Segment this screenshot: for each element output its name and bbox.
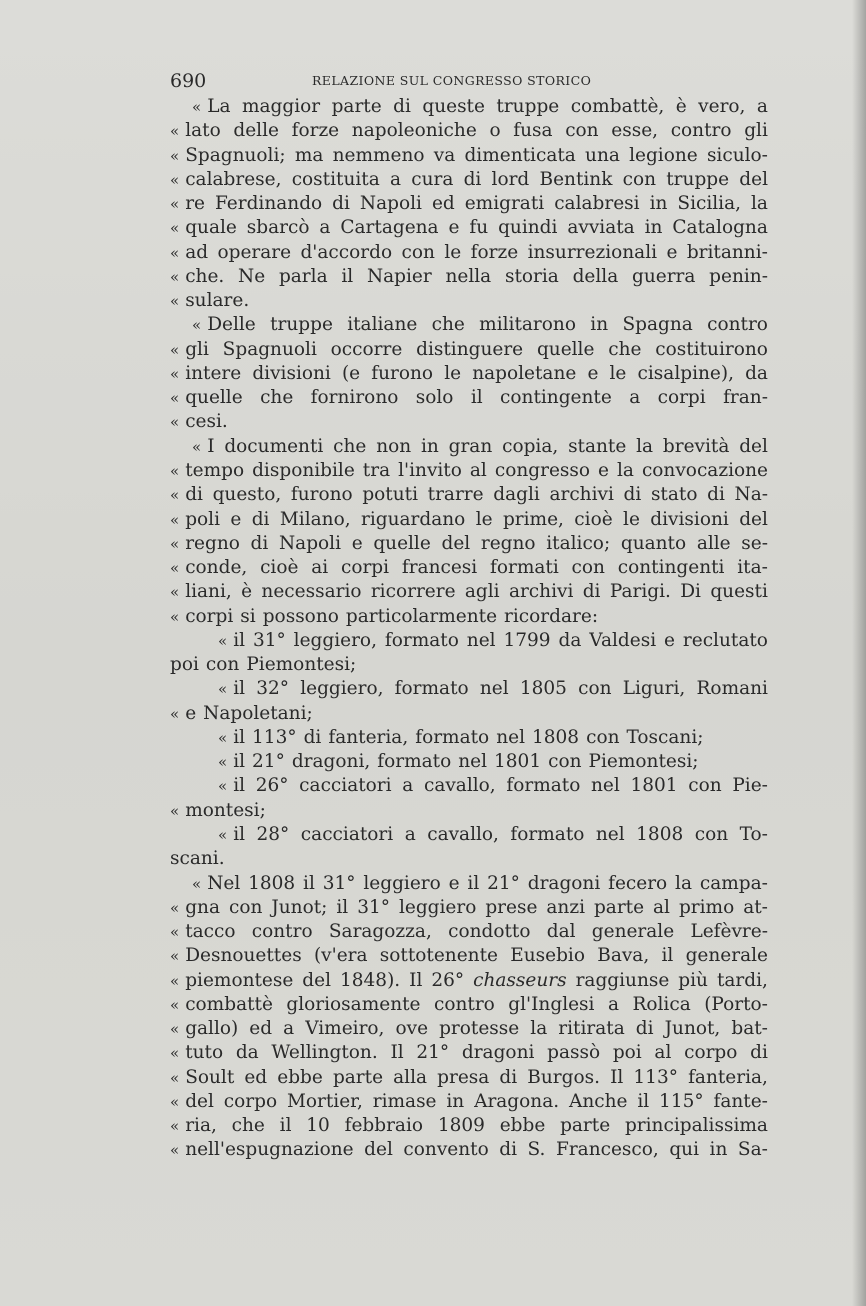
line-text: cesi. xyxy=(185,411,228,433)
line-text: poi con Piemontesi; xyxy=(170,654,357,676)
text-line xyxy=(170,751,768,775)
text-line xyxy=(170,1115,768,1139)
page-spine-shadow xyxy=(852,0,866,1306)
line-text: piemontese del 1848). Il 26° chasseurs raggiunse più tardi, xyxy=(185,969,768,991)
quote-mark: « xyxy=(170,971,180,990)
line-text: il 21° dragoni, formato nel 1801 con Piemontesi; xyxy=(233,751,699,773)
text-line xyxy=(170,557,768,581)
line-text: il 31° leggiero, formato nel 1799 da Valdesi e reclutato xyxy=(233,629,768,651)
line-text: ad operare d'accordo con le forze insurrezionali e britanni- xyxy=(185,241,768,263)
line-text: intere divisioni (e furono le napoletane e le cisalpine), da xyxy=(185,362,768,384)
line-text: scani. xyxy=(170,848,225,870)
line-text: montesi; xyxy=(185,799,266,821)
line-text: sulare. xyxy=(185,290,250,312)
text-line xyxy=(170,678,768,702)
quote-mark: « xyxy=(170,364,180,383)
quote-mark: « xyxy=(170,1092,180,1111)
quote-mark: « xyxy=(218,631,228,650)
page-number: 690 xyxy=(170,70,207,92)
line-text: re Ferdinando di Napoli ed emigrati calabresi in Sicilia, la xyxy=(185,193,768,215)
quote-mark: « xyxy=(192,316,202,335)
line-text: il 26° cacciatori a cavallo, formato nel 1801 con Pie- xyxy=(233,775,768,797)
text-line xyxy=(170,873,768,897)
text-line xyxy=(170,1139,768,1163)
quote-mark: « xyxy=(170,801,180,820)
page-header xyxy=(170,70,770,94)
line-text: Spagnuoli; ma nemmeno va dimenticata una legione siculo- xyxy=(185,144,768,166)
quote-mark: « xyxy=(170,898,180,917)
text-line xyxy=(170,509,768,533)
text-line xyxy=(170,824,768,848)
text-line xyxy=(170,460,768,484)
line-text: ria, che il 10 febbraio 1809 ebbe parte principalissima xyxy=(185,1115,768,1137)
line-text: La maggior parte di queste truppe combattè, è vero, a xyxy=(207,96,768,117)
line-text: e Napoletani; xyxy=(185,702,313,724)
text-line xyxy=(170,266,768,290)
text-line xyxy=(170,96,768,120)
quote-mark: « xyxy=(170,170,180,189)
line-text: combattè gloriosamente contro gl'Inglesi a Rolica (Porto- xyxy=(185,993,768,1015)
quote-mark: « xyxy=(218,777,228,796)
text-line xyxy=(170,484,768,508)
line-text: nell'espugnazione del convento di S. Francesco, qui in Sa- xyxy=(185,1139,768,1161)
line-text: Desnouettes (v'era sottotenente Eusebio Bava, il generale xyxy=(185,945,768,967)
text-line xyxy=(170,290,768,314)
quote-mark: « xyxy=(170,1068,180,1087)
quote-mark: « xyxy=(170,292,180,311)
line-text: gna con Junot; il 31° leggiero prese anzi parte al primo at- xyxy=(185,896,768,918)
quote-mark: « xyxy=(170,267,180,286)
text-line xyxy=(170,339,768,363)
running-title: RELAZIONE SUL CONGRESSO STORICO xyxy=(312,73,592,88)
quote-mark: « xyxy=(218,680,228,699)
quote-mark: « xyxy=(170,607,180,626)
text-line xyxy=(170,387,768,411)
text-line xyxy=(170,314,768,338)
quote-mark: « xyxy=(170,1020,180,1039)
text-line xyxy=(170,921,768,945)
line-text: Delle truppe italiane che militarono in Spagna contro xyxy=(207,314,768,336)
line-text: tuto da Wellington. Il 21° dragoni passò poi al corpo di xyxy=(185,1042,768,1064)
text-line xyxy=(170,945,768,969)
text-line xyxy=(170,970,768,994)
quote-mark: « xyxy=(170,1117,180,1136)
text-line xyxy=(170,1067,768,1091)
text-line xyxy=(170,654,768,678)
quote-mark: « xyxy=(192,98,202,116)
text-line xyxy=(170,1042,768,1066)
text-line xyxy=(170,363,768,387)
line-text: Soult ed ebbe parte alla presa di Burgos. Il 113° fanteria, xyxy=(185,1066,768,1088)
quote-mark: « xyxy=(170,122,180,141)
quote-mark: « xyxy=(170,534,180,553)
quote-mark: « xyxy=(170,704,180,723)
line-text: poli e di Milano, riguardano le prime, cioè le divisioni del xyxy=(185,508,768,530)
text-line xyxy=(170,994,768,1018)
line-text: regno di Napoli e quelle del regno italico; quanto alle se- xyxy=(185,532,768,554)
line-text: I documenti che non in gran copia, stante la brevità del xyxy=(207,435,768,457)
text-line xyxy=(170,169,768,193)
quote-mark: « xyxy=(170,923,180,942)
quote-mark: « xyxy=(218,753,228,772)
quote-mark: « xyxy=(170,340,180,359)
quote-mark: « xyxy=(170,510,180,529)
text-line xyxy=(170,897,768,921)
text-line xyxy=(170,630,768,654)
text-line xyxy=(170,1091,768,1115)
text-line xyxy=(170,606,768,630)
quote-mark: « xyxy=(170,243,180,262)
text-line xyxy=(170,533,768,557)
text-line xyxy=(170,727,768,751)
line-text: gallo) ed a Vimeiro, ove protesse la ritirata di Junot, bat- xyxy=(185,1018,768,1040)
line-text: lato delle forze napoleoniche o fusa con esse, contro gli xyxy=(185,120,768,142)
text-line xyxy=(170,436,768,460)
quote-mark: « xyxy=(218,728,228,747)
quote-mark: « xyxy=(170,995,180,1014)
quote-mark: « xyxy=(170,1044,180,1063)
text-line xyxy=(170,848,768,872)
quote-mark: « xyxy=(192,874,202,893)
text-line xyxy=(170,775,768,799)
text-line xyxy=(170,800,768,824)
quote-mark: « xyxy=(170,947,180,966)
quote-mark: « xyxy=(170,195,180,214)
text-line xyxy=(170,581,768,605)
quote-mark: « xyxy=(170,389,180,408)
text-line xyxy=(170,1018,768,1042)
line-text: il 28° cacciatori a cavallo, formato nel 1808 con To- xyxy=(233,823,768,845)
text-line xyxy=(170,242,768,266)
quote-mark: « xyxy=(170,559,180,578)
line-text: il 32° leggiero, formato nel 1805 con Liguri, Romani xyxy=(233,678,768,700)
line-text: del corpo Mortier, rimase in Aragona. Anche il 115° fante- xyxy=(185,1090,768,1112)
quote-mark: « xyxy=(170,486,180,505)
line-text: conde, cioè ai corpi francesi formati con contingenti ita- xyxy=(185,557,768,579)
text-line xyxy=(170,411,768,435)
quote-mark: « xyxy=(170,1141,180,1160)
line-text: tacco contro Saragozza, condotto dal generale Lefèvre- xyxy=(185,921,768,943)
text-line xyxy=(170,193,768,217)
line-text: che. Ne parla il Napier nella storia della guerra penin- xyxy=(185,265,768,287)
line-text: liani, è necessario ricorrere agli archivi di Parigi. Di questi xyxy=(185,581,768,603)
line-text: tempo disponibile tra l'invito al congresso e la convocazione xyxy=(185,459,768,481)
quote-mark: « xyxy=(170,461,180,480)
line-text: quelle che fornirono solo il contingente a corpi fran- xyxy=(185,387,768,409)
body-text xyxy=(170,96,768,1164)
quote-mark: « xyxy=(192,437,202,456)
quote-mark: « xyxy=(170,583,180,602)
line-text: il 113° di fanteria, formato nel 1808 con Toscani; xyxy=(233,726,704,748)
line-text: corpi si possono particolarmente ricordare: xyxy=(185,605,599,627)
quote-mark: « xyxy=(170,146,180,165)
line-text: quale sbarcò a Cartagena e fu quindi avviata in Catalogna xyxy=(185,217,768,239)
quote-mark: « xyxy=(170,219,180,238)
text-line xyxy=(170,217,768,241)
line-text: di questo, furono potuti trarre dagli archivi di stato di Na- xyxy=(185,484,768,506)
quote-mark: « xyxy=(218,825,228,844)
text-line xyxy=(170,703,768,727)
quote-mark: « xyxy=(170,413,180,432)
text-line xyxy=(170,145,768,169)
line-text: calabrese, costituita a cura di lord Bentink con truppe del xyxy=(185,168,768,190)
text-line xyxy=(170,120,768,144)
line-text: gli Spagnuoli occorre distinguere quelle che costituirono xyxy=(185,338,768,360)
line-text: Nel 1808 il 31° leggiero e il 21° dragoni fecero la campa- xyxy=(207,872,768,894)
